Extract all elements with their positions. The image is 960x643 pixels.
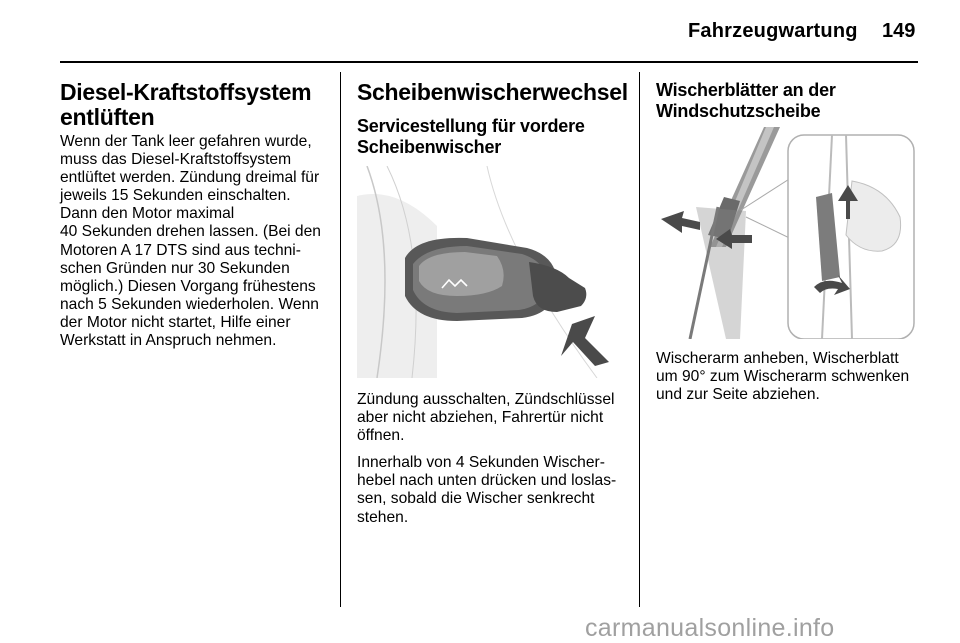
heading-line: Wischerblätter an der [656,80,836,100]
text-line: um 90° zum Wischerarm schwenken [656,368,910,386]
column-divider-1 [340,72,341,607]
header-rule [60,61,918,63]
section-heading-diesel [60,80,332,130]
text-line: Innerhalb von 4 Sekunden Wischer- [357,454,605,472]
column-divider-2 [639,72,640,607]
text-line: muss das Diesel-Kraftstoffsystem [60,151,292,169]
subheading-wiper-blades [656,80,926,122]
subheading-service-position [357,116,627,158]
text-line: möglich.) Diesen Vorgang frühestens [60,277,316,295]
text-line: schen Gründen nur 30 Sekunden [60,259,290,277]
text-line: und zur Seite abziehen. [656,386,820,404]
column-diesel-bleeding [60,80,332,350]
wiper-blade-illustration [656,127,921,339]
heading-line: Diesel-Kraftstoffsystem [60,79,312,105]
column-wiper-change-text [357,391,627,527]
text-line: hebel nach unten drücken und loslas- [357,472,617,490]
text-line: sen, sobald die Wischer senkrecht [357,490,595,508]
heading-line: Scheibenwischer [357,137,502,157]
section-heading-wiper-change: Scheibenwischerwechsel [357,79,628,105]
text-line: Wischerarm anheben, Wischerblatt [656,350,899,367]
service-instructions-2 [357,454,627,526]
text-line: nach 5 Sekunden wiederholen. Wenn [60,295,319,313]
service-instructions-1 [357,391,627,445]
text-line: Zündung ausschalten, Zündschlüssel [357,391,615,408]
column-windscreen-text [656,350,926,404]
watermark: carmanualsonline.info [585,614,835,642]
heading-line: Servicestellung für vordere [357,116,585,136]
heading-line: entlüften [60,104,155,130]
text-line: Werkstatt in Anspruch nehmen. [60,332,277,350]
text-line: stehen. [357,508,409,526]
text-line: Motoren A 17 DTS sind aus techni- [60,241,301,259]
running-header-title: Fahrzeugwartung [688,20,858,42]
text-line: aber nicht abziehen, Fahrertür nicht [357,409,604,427]
text-line: Dann den Motor maximal [60,205,235,223]
column-wiper-change [357,80,627,158]
text-line: öffnen. [357,427,405,445]
text-line: der Motor nicht startet, Hilfe einer [60,313,291,331]
text-line: 40 Sekunden drehen lassen. (Bei den [60,223,321,241]
heading-line: Windschutzscheibe [656,101,821,121]
column-windscreen-wipers [656,80,926,122]
page-number: 149 [882,20,916,42]
text-line: entlüftet werden. Zündung dreimal für [60,169,320,187]
wiper-stalk-illustration [357,166,622,378]
text-line: jeweils 15 Sekunden einschalten. [60,187,291,205]
diesel-instructions [60,133,332,350]
text-line: Wenn der Tank leer gefahren wurde, [60,133,312,150]
blade-removal-instructions [656,350,926,404]
